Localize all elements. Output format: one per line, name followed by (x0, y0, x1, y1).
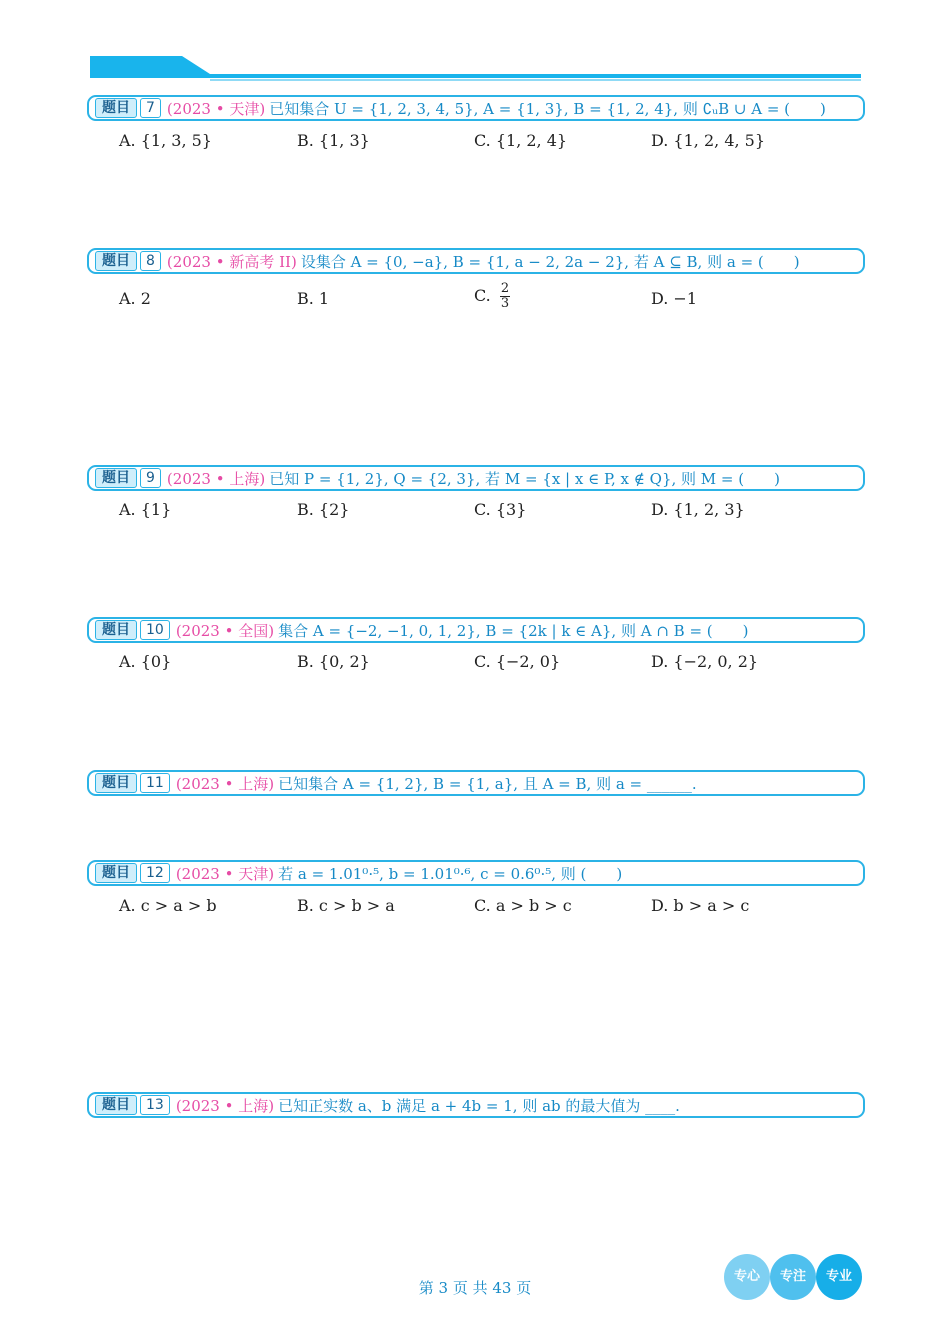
option-b: B. {2} (297, 500, 350, 519)
question-number: 7 (140, 98, 161, 118)
option-b: B. c > b > a (297, 896, 395, 915)
option-c: C. {−2, 0} (474, 652, 561, 671)
option-a: A. 2 (119, 289, 151, 308)
option-a: A. {1} (119, 500, 172, 519)
slogan-badge: 专业 (816, 1254, 862, 1300)
question-source: (2023 • 上海) (175, 1096, 275, 1115)
question-number: 8 (140, 251, 161, 271)
question-number: 13 (140, 1095, 170, 1115)
fraction (500, 282, 510, 311)
option-d: D. {1, 2, 4, 5} (651, 131, 766, 150)
question-header-9 (87, 465, 865, 491)
option-d: D. {−2, 0, 2} (651, 652, 759, 671)
question-number: 10 (140, 620, 170, 640)
option-c (474, 282, 510, 311)
question-header-7 (87, 95, 865, 121)
option-d: D. {1, 2, 3} (651, 500, 745, 519)
question-number: 11 (140, 773, 170, 793)
slogan-badge: 专注 (770, 1254, 816, 1300)
question-tag: 题目 (95, 98, 137, 118)
question-stem: 已知 P = {1, 2}, Q = {2, 3}, 若 M = {x | x ∈ P, x ∉ Q}, 则 M = ( ) (269, 469, 780, 488)
options-8 (119, 281, 839, 313)
question-tag: 题目 (95, 773, 137, 793)
option-a: A. {0} (119, 652, 172, 671)
question-header-8 (87, 248, 865, 274)
question-source: (2023 • 天津) (166, 99, 266, 118)
options-9 (119, 500, 839, 524)
question-tag: 题目 (95, 620, 137, 640)
question-tag: 题目 (95, 863, 137, 883)
options-12 (119, 896, 839, 920)
option-a: A. {1, 3, 5} (119, 131, 212, 150)
question-source: (2023 • 上海) (166, 469, 266, 488)
question-tag: 题目 (95, 468, 137, 488)
option-c: C. {1, 2, 4} (474, 131, 568, 150)
option-c: C. {3} (474, 500, 527, 519)
question-tag: 题目 (95, 251, 137, 271)
question-stem: 集合 A = {−2, −1, 0, 1, 2}, B = {2k | k ∈ A}, 则 A ∩ B = ( ) (278, 621, 749, 640)
option-d: D. −1 (651, 289, 698, 308)
option-d: D. b > a > c (651, 896, 750, 915)
question-source: (2023 • 新高考 II) (166, 252, 297, 271)
fraction-denominator: 3 (500, 296, 510, 311)
option-b: B. {1, 3} (297, 131, 370, 150)
question-stem: 设集合 A = {0, −a}, B = {1, a − 2, 2a − 2}, 若 A ⊆ B, 则 a = ( ) (300, 252, 800, 271)
question-source: (2023 • 全国) (175, 621, 275, 640)
question-stem: 若 a = 1.01⁰·⁵, b = 1.01⁰·⁶, c = 0.6⁰·⁵, 则 ( ) (278, 864, 623, 883)
question-header-12 (87, 860, 865, 886)
header-banner (90, 54, 861, 82)
question-header-11 (87, 770, 865, 796)
option-c-label: C. (474, 286, 491, 305)
options-10 (119, 652, 839, 676)
question-source: (2023 • 天津) (175, 864, 275, 883)
options-7 (119, 131, 839, 155)
question-header-10 (87, 617, 865, 643)
question-stem: 已知集合 U = {1, 2, 3, 4, 5}, A = {1, 3}, B = {1, 2, 4}, 则 ∁ᵤB ∪ A = ( ) (269, 99, 826, 118)
fraction-numerator: 2 (500, 281, 510, 296)
question-source: (2023 • 上海) (175, 774, 275, 793)
slogan-badge: 专心 (724, 1254, 770, 1300)
question-header-13 (87, 1092, 865, 1118)
question-number: 12 (140, 863, 170, 883)
option-b: B. {0, 2} (297, 652, 370, 671)
question-stem: 已知集合 A = {1, 2}, B = {1, a}, 且 A = B, 则 a = ______. (278, 774, 697, 793)
page-footer: 第 3 页 共 43 页 (418, 1279, 532, 1297)
question-stem: 已知正实数 a、b 满足 a + 4b = 1, 则 ab 的最大值为 ____. (278, 1096, 680, 1115)
option-c: C. a > b > c (474, 896, 572, 915)
question-tag: 题目 (95, 1095, 137, 1115)
question-number: 9 (140, 468, 161, 488)
option-b: B. 1 (297, 289, 330, 308)
option-a: A. c > a > b (119, 896, 217, 915)
slogan-badges (724, 1254, 864, 1302)
